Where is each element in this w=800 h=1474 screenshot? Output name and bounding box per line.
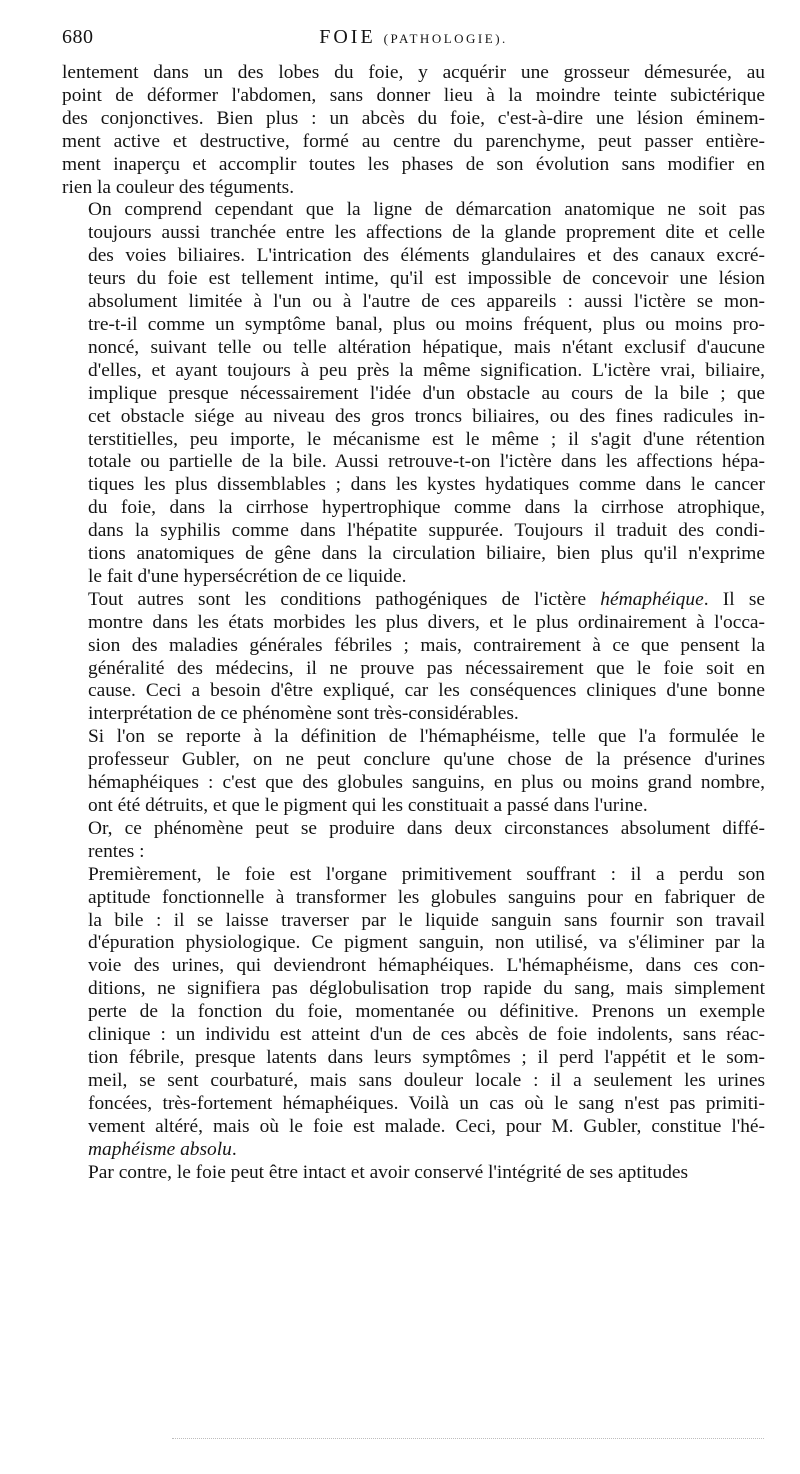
text-line: Si l'on se reporte à la définition de l'hémaphéisme, telle que l'a formulée le (88, 726, 765, 748)
text-line: montre dans les états morbides les plus divers, et le plus ordinairement à l'occa- (88, 611, 765, 633)
text-run: . (231, 1138, 237, 1160)
running-title (62, 26, 765, 49)
page-number: 680 (62, 26, 94, 48)
text-line: point de déformer l'abdomen, sans donner lieu à la moindre teinte subictérique (62, 84, 765, 106)
text-line: cause. Ceci a besoin d'être expliqué, car les conséquences cliniques d'une bonne (88, 680, 765, 702)
text-line: la bile : il se laisse traverser par le liquide sanguin sans fournir son travail (88, 909, 765, 931)
text-line: noncé, suivant telle ou telle altération hépatique, mais n'étant exclusif d'aucune (88, 336, 765, 358)
paragraph (62, 1162, 765, 1185)
text-line: le fait d'une hypersécrétion de ce liquide. (88, 565, 407, 587)
text-line: terstitielles, peu importe, le mécanisme est le même ; il s'agit d'une rétention (88, 428, 765, 450)
italic-term: hémaphéique (600, 588, 704, 610)
text-line: interprétation de ce phénomène sont très-considérables. (88, 703, 519, 725)
text-line: tiques les plus dissemblables ; dans les kystes hydatiques comme dans le cancer (88, 474, 765, 496)
paragraph (62, 726, 765, 818)
text-line: professeur Gubler, on ne peut conclure qu'une chose de la présence d'urines (88, 749, 765, 771)
paragraph (62, 589, 765, 726)
text-line: teurs du foie est tellement intime, qu'il est impossible de concevoir une lésion (88, 268, 765, 290)
paragraph (62, 199, 765, 588)
body-text (62, 62, 765, 1184)
text-line: rentes : (88, 840, 145, 862)
text-line: clinique : un individu est atteint d'un de ces abcès de foie indolents, sans réac- (88, 1024, 765, 1046)
text-line: ment inaperçu et accomplir toutes les phases de son évolution sans modifier en (62, 153, 765, 175)
text-line: Premièrement, le foie est l'organe primitivement souffrant : il a perdu son (88, 863, 765, 885)
text-line: du foie, dans la cirrhose hypertrophique comme dans la cirrhose atrophique, (88, 497, 765, 519)
text-line: meil, se sent courbaturé, mais sans douleur locale : il a seulement les urines (88, 1069, 765, 1091)
running-title-subtitle: (PATHOLOGIE). (383, 31, 508, 46)
text-line (62, 589, 765, 612)
paragraph (62, 864, 765, 1162)
text-line: perte de la fonction du foie, momentanée ou définitive. Prenons un exemple (88, 1001, 765, 1023)
text-line: ont été détruits, et que le pigment qui les constituait a passé dans l'urine. (88, 795, 648, 816)
italic-term: maphéisme absolu (88, 1138, 232, 1160)
text-line: On comprend cependant que la ligne de démarcation anatomique ne soit pas (88, 199, 765, 221)
bottom-rule (172, 1438, 764, 1439)
running-title-main: FOIE (319, 26, 376, 48)
text-line: absolument limitée à l'un ou à l'autre de ces appareils : aussi l'ictère se mon- (88, 291, 765, 313)
text-line: généralité des médecins, il ne prouve pas nécessairement que le foie soit en (88, 657, 765, 679)
text-line (62, 1139, 765, 1162)
text-line: toujours aussi tranchée entre les affections de la glande proprement dite et celle (88, 222, 765, 244)
text-line: totale ou partielle de la bile. Aussi retrouve-t-on l'ictère dans les affections hépa- (88, 451, 765, 473)
text-line: lentement dans un des lobes du foie, y acquérir une grosseur démesurée, au (62, 62, 765, 83)
text-line: voie des urines, qui deviendront hémaphéiques. L'hémaphéisme, dans ces con- (88, 955, 765, 977)
text-line: ment active et destructive, formé au centre du parenchyme, peut passer entière- (62, 130, 765, 152)
text-line: d'épuration physiologique. Ce pigment sanguin, non utilisé, va s'éliminer par la (88, 932, 765, 954)
paragraph (62, 818, 765, 864)
text-line: tre-t-il comme un symptôme banal, plus ou moins fréquent, plus ou moins pro- (88, 313, 765, 335)
text-line: tions anatomiques de gêne dans la circulation biliaire, bien plus qu'il n'exprime (88, 543, 765, 565)
text-line: tion fébrile, presque latents dans leurs symptômes ; il perd l'appétit et le som- (88, 1046, 765, 1068)
text-line: vement altéré, mais où le foie est malade. Ceci, pour M. Gubler, constitue l'hé- (88, 1115, 765, 1137)
text-line: d'elles, et ayant toujours à peu près la même signification. L'ictère vrai, biliaire, (88, 359, 765, 381)
text-line: sion des maladies générales fébriles ; mais, contrairement à ce que pensent la (88, 634, 765, 656)
text-run: Tout autres sont les conditions pathogéniques de l'ictère (88, 588, 601, 610)
paragraph-continued (62, 62, 765, 199)
text-line: Or, ce phénomène peut se produire dans deux circonstances absolument diffé- (88, 817, 765, 839)
text-line: des voies biliaires. L'intrication des éléments glandulaires et des canaux excré- (88, 245, 765, 267)
text-line: dans la syphilis comme dans l'hépatite suppurée. Toujours il traduit des condi- (88, 520, 765, 542)
text-line: hémaphéiques : c'est que des globules sanguins, en plus ou moins grand nombre, (88, 772, 765, 794)
page (62, 22, 765, 1184)
text-line: Par contre, le foie peut être intact et avoir conservé l'intégrité de ses aptitudes (88, 1161, 689, 1183)
text-line: aptitude fonctionnelle à transformer les globules sanguins pour en fabriquer de (88, 886, 765, 908)
text-line: des conjonctives. Bien plus : un abcès du foie, c'est-à-dire une lésion éminem- (62, 107, 765, 129)
text-line: foncées, très-fortement hémaphéiques. Voilà un cas où le sang n'est pas primiti- (88, 1092, 765, 1114)
running-header (62, 22, 765, 54)
text-line: implique presque nécessairement l'idée d'un obstacle au cours de la bile ; que (88, 382, 765, 404)
text-line: cet obstacle siége au niveau des gros troncs biliaires, ou des fines radicules in- (88, 405, 765, 427)
text-run: . Il se (703, 588, 765, 610)
text-line: ditions, ne signifiera pas déglobulisation trop rapide du sang, mais simplement (88, 978, 765, 1000)
text-line: rien la couleur des téguments. (62, 176, 295, 198)
